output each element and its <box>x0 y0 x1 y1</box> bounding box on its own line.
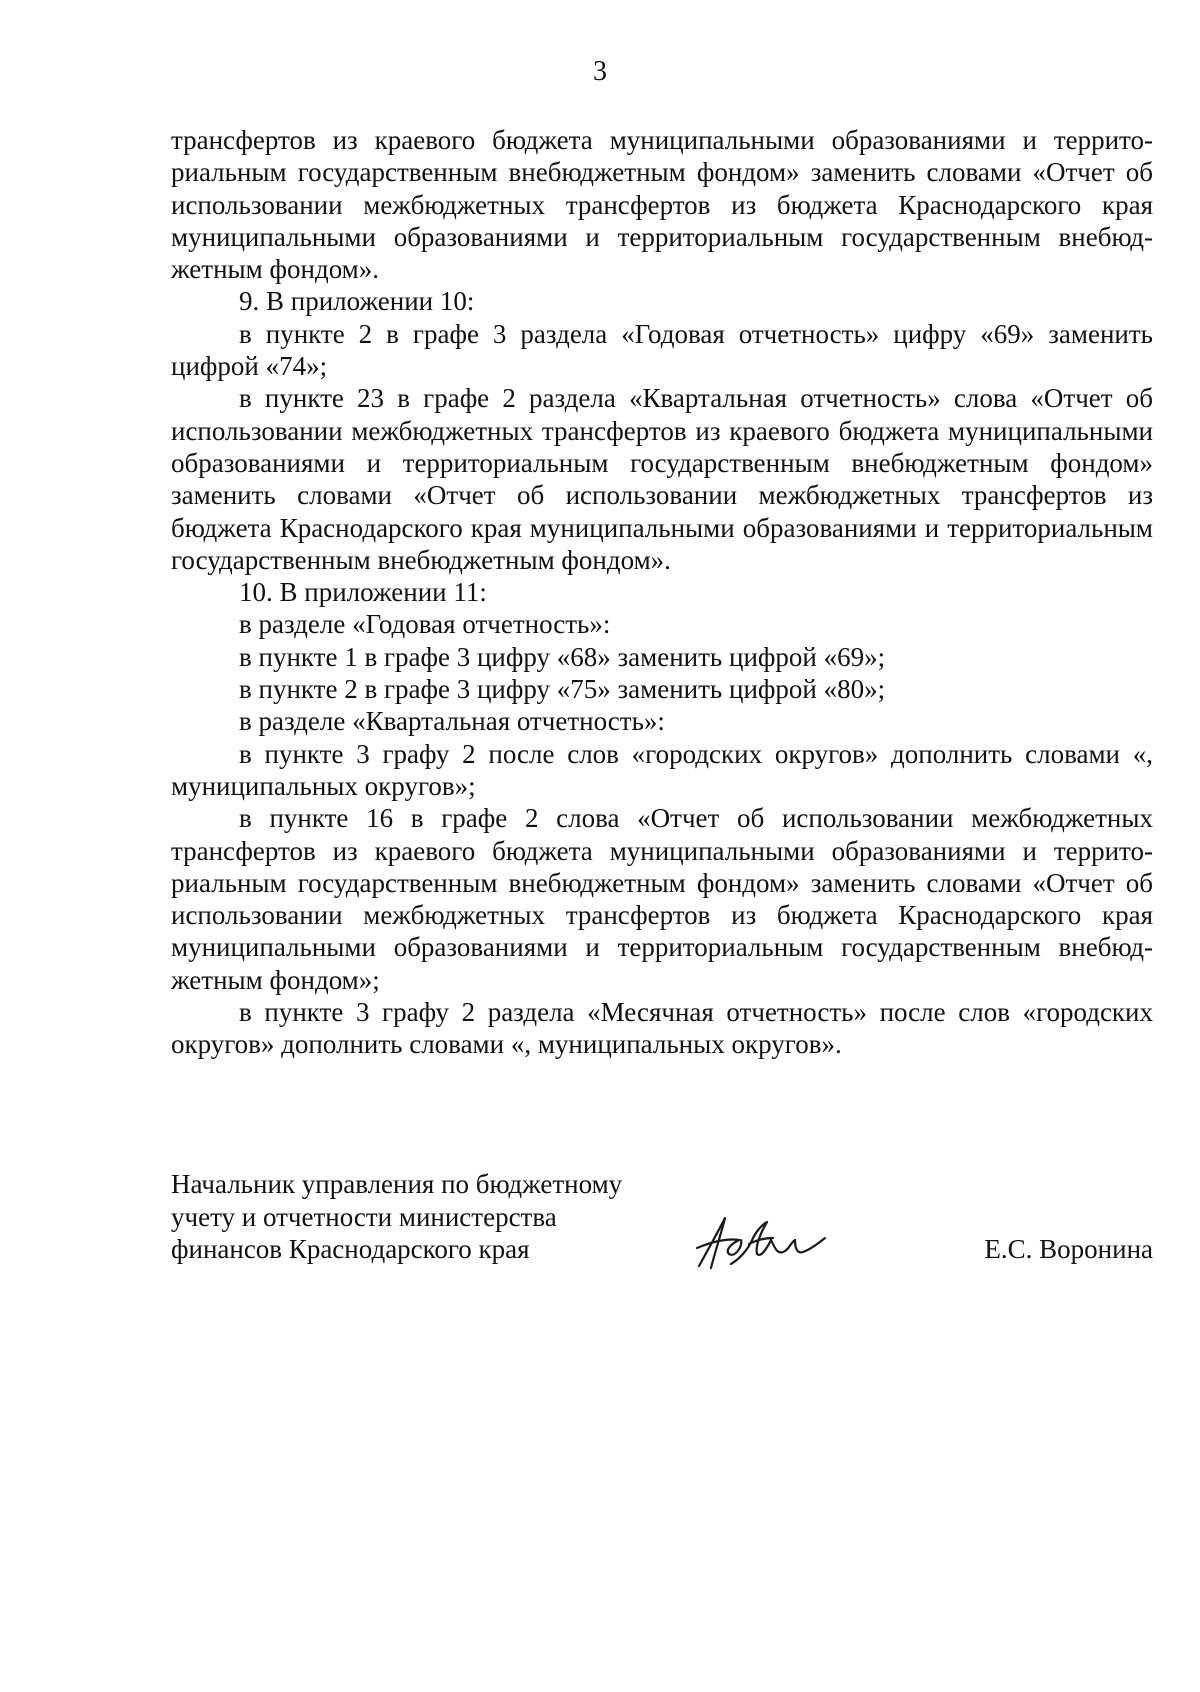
document-body <box>171 124 1153 1061</box>
paragraph-7: в пункте 1 в графе 3 цифру «68» заменить цифрой «69»; <box>239 641 886 672</box>
paragraph-10: в пункте 3 графу 2 после слов «городских округов» дополнить словами «, муниципальных округов»; <box>171 738 1153 801</box>
paragraph-9: в разделе «Квартальная отчетность»: <box>239 706 665 737</box>
paragraph-5: 10. В приложении 11: <box>239 577 487 608</box>
paragraph-2: 9. В приложении 10: <box>239 286 475 317</box>
signer-title-line-1: Начальник управления по бюджетному <box>171 1169 623 1199</box>
paragraph-4: в пункте 23 в графе 2 раздела «Квартальная отчетность» слова «Отчет об использовании межбюджетных трансфертов из краевого бюджета муниципальными образованиями и территориальным государственным внебюджетным фондом» заменить словами «Отчет об использовании межбюджетных трансфертов из бюджета Краснодарского края муниципальными образованиями и территориальным государственным внебюджетным фондом». <box>171 383 1153 575</box>
handwritten-signature-icon <box>691 1208 831 1278</box>
signature-block <box>171 1168 1153 1288</box>
paragraph-3: в пункте 2 в графе 3 раздела «Годовая отчетность» цифру «69» заменить цифрой «74»; <box>171 318 1153 382</box>
signer-title-line-3: финансов Краснодарского края <box>171 1234 530 1264</box>
page-number: 3 <box>593 56 607 87</box>
paragraph-8: в пункте 2 в графе 3 цифру «75» заменить цифрой «80»; <box>239 674 886 705</box>
paragraph-11: в пункте 16 в графе 2 слова «Отчет об использовании межбюджетных трансфертов из краевого бюджета муниципальными образованиями и территориальным государственным внебюджетным фондом» заменить словами «Отчет об использовании межбюджетных трансфертов из бюджета Краснодарского края муниципальными образованиями и территориальным государственным внебюджетным фондом»; <box>171 803 1153 995</box>
signer-title-line-2: учету и отчетности министерства <box>171 1201 557 1232</box>
paragraph-12: в пункте 3 графу 2 раздела «Месячная отчетность» после слов «городских округов» дополнить словами «, муниципальных округов». <box>171 997 1153 1060</box>
signer-name: Е.С. Воронина <box>984 1234 1153 1264</box>
paragraph-6: в разделе «Годовая отчетность»: <box>239 609 611 640</box>
signer-title <box>171 1168 622 1266</box>
paragraph-1: трансфертов из краевого бюджета муниципальными образованиями и территориальным государственным внебюджетным фондом» заменить словами «Отчет об использовании межбюджетных трансфертов из бюджета Краснодарского края муниципальными образованиями и территориальным государственным внебюджетным фондом». <box>171 125 1153 285</box>
